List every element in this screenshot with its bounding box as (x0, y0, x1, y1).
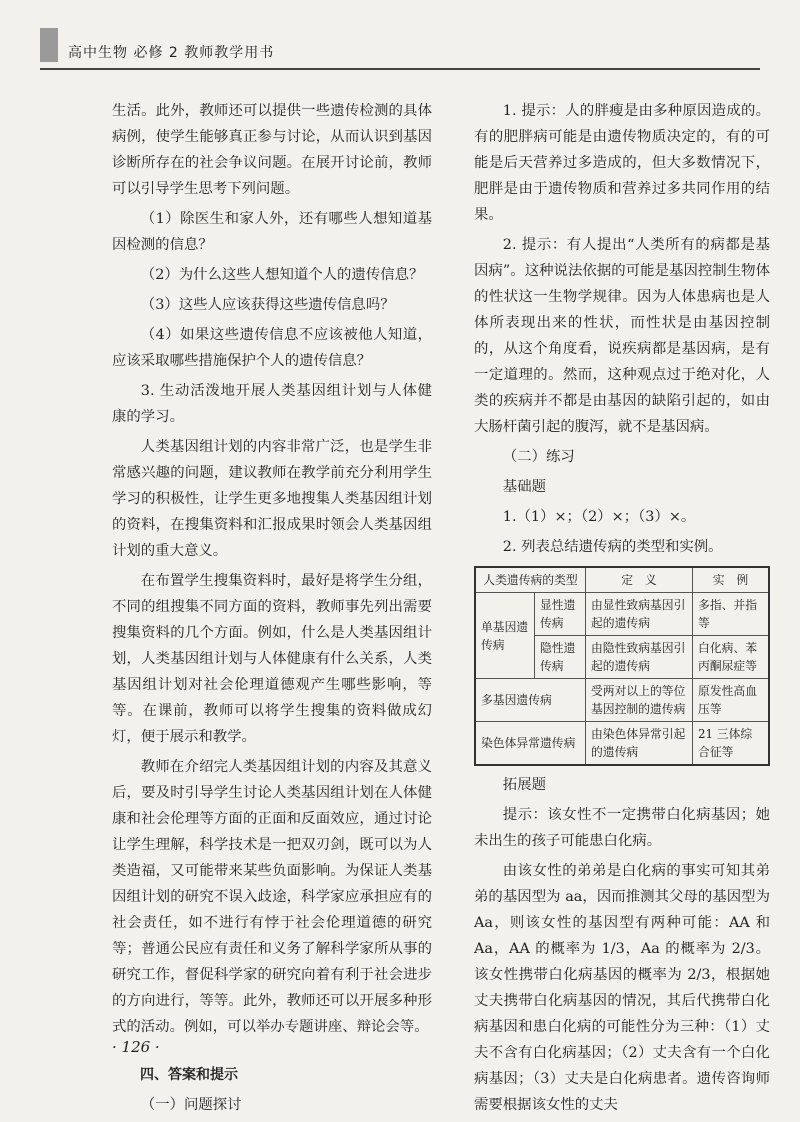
header-accent-bar (40, 28, 58, 62)
paragraph: 人类基因组计划的内容非常广泛，也是学生非常感兴趣的问题，建议教师在教学前充分利用学生学习的积极性，让学生更多地搜集人类基因组计划的资料，在搜集资料和汇报成果时领会人类基因组计划的重大意义。 (112, 439, 432, 559)
extension-heading: 拓展题 (502, 777, 546, 793)
table-row (475, 722, 769, 766)
basic-answer-1: 1.（1）×；（2）×；（3）×。 (502, 509, 696, 525)
answer-2: 2. 提示：有人提出“人类所有的病都是基因病”。这种说法依据的可能是基因控制生物体的性状这一生物学规律。因为人体患病也是人体所表现出来的性状，而性状是由基因控制的，从这个角度看，说疾病都是基因病，是有一定道理的。然而，这种观点过于绝对化，人类的疾病并不都是由基因的缺陷引起的，如由大肠杆菌引起的腹泻，就不是基因病。 (474, 237, 770, 435)
section-heading: 四、答案和提示 (140, 1067, 238, 1083)
page-header (40, 30, 760, 70)
table-cell-dominant-example: 多指、并指等 (693, 593, 769, 636)
right-column (474, 98, 770, 1122)
table-header-type: 人类遗传病的类型 (475, 567, 586, 593)
basic-heading: 基础题 (502, 479, 546, 495)
practice-heading: （二）练习 (502, 449, 575, 465)
table-cell-multigene-example: 原发性高血压等 (693, 679, 769, 722)
extension-answer-1: 提示：该女性不一定携带白化病基因；她未出生的孩子可能患白化病。 (474, 807, 770, 849)
genetic-disease-table (474, 566, 770, 766)
paragraph: 生活。此外，教师还可以提供一些遗传检测的具体病例，使学生能够真正参与讨论，从而认识到基因诊断所存在的社会争议问题。在展开讨论前，教师可以引导学生思考下列问题。 (112, 103, 432, 197)
table-cell-recessive-example: 白化病、苯丙酮尿症等 (693, 636, 769, 679)
answer-1: 1. 提示：人的胖瘦是由多种原因造成的。有的肥胖病可能是由遗传物质决定的，有的可能是后天营养过多造成的，但大多数情况下，肥胖是由于遗传物质和营养过多共同作用的结果。 (474, 103, 770, 223)
question-3: （3）这些人应该获得这些遗传信息吗？ (140, 297, 395, 313)
basic-answer-2: 2. 列表总结遗传病的类型和实例。 (502, 539, 723, 555)
paragraph: 教师在介绍完人类基因组计划的内容及其意义后，要及时引导学生讨论人类基因组计划在人体健康和社会伦理等方面的正面和反面效应，通过讨论让学生理解，科学技术是一把双刃剑，既可以为人类造福，又可能带来某些负面影响。为保证人类基因组计划的研究不误入歧途，科学家应承担应有的社会责任，如不进行有悖于社会伦理道德的研究等；普通公民应有责任和义务了解科学家所从事的研究工作，督促科学家的研究向着有利于社会进步的方向进行，等等。此外，教师还可以开展多种形式的活动。例如，可以举办专题讲座、辩论会等。 (112, 759, 432, 1035)
paragraph: 3. 生动活泼地开展人类基因组计划与人体健康的学习。 (112, 383, 432, 425)
table-cell-dominant: 显性遗传病 (535, 593, 586, 636)
question-4: （4）如果这些遗传信息不应该被他人知道，应该采取哪些措施保护个人的遗传信息？ (112, 327, 432, 369)
extension-answer-2: 由该女性的弟弟是白化病的事实可知其弟弟的基因型为 aa，因而推测其父母的基因型为 Aa，则该女性的基因型有两种可能：AA 和 Aa，AA 的概率为 1/3，Aa 的概率为 2/3。该女性携带白化病基因的概率为 2/3，根据她丈夫携带白化病基因的情况，其后代携带白化病基因和患白化病的可能性分为三种：（1）丈夫不含有白化病基因；（2）丈夫含有一个白化病基因；（3）丈夫是白化病患者。遗传咨询师需要根据该女性的丈夫 (474, 863, 770, 1113)
left-column (112, 98, 432, 1122)
page-number: · 126 · (112, 1038, 160, 1056)
table-cell-recessive-definition: 由隐性致病基因引起的遗传病 (586, 636, 693, 679)
table-row (475, 567, 769, 593)
table-row (475, 679, 769, 722)
table-cell-multigene: 多基因遗传病 (475, 679, 586, 722)
table-cell-chromosomal-example: 21 三体综合征等 (693, 722, 769, 766)
table-cell-multigene-definition: 受两对以上的等位基因控制的遗传病 (586, 679, 693, 722)
table-cell-chromosomal-definition: 由染色体异常引起的遗传病 (586, 722, 693, 766)
table-cell-recessive: 隐性遗传病 (535, 636, 586, 679)
table-cell-chromosomal: 染色体异常遗传病 (475, 722, 586, 766)
header-title: 高中生物 必修 2 教师教学用书 (68, 45, 275, 61)
question-2: （2）为什么这些人想知道个人的遗传信息？ (140, 267, 424, 283)
table-row (475, 593, 769, 636)
paragraph: 在布置学生搜集资料时，最好是将学生分组，不同的组搜集不同方面的资料，教师事先列出需要搜集资料的几个方面。例如，什么是人类基因组计划，人类基因组计划与人体健康有什么关系，人类基因组计划对社会伦理道德观产生哪些影响，等等。在课前，教师可以将学生搜集的资料做成幻灯，便于展示和教学。 (112, 573, 432, 745)
subsection-heading: （一）问题探讨 (140, 1097, 242, 1113)
table-header-definition: 定 义 (586, 567, 693, 593)
table-cell-dominant-definition: 由显性致病基因引起的遗传病 (586, 593, 693, 636)
question-1: （1）除医生和家人外，还有哪些人想知道基因检测的信息？ (112, 211, 432, 253)
table-cell-single-gene: 单基因遗传病 (475, 593, 535, 679)
table-header-example: 实 例 (693, 567, 769, 593)
